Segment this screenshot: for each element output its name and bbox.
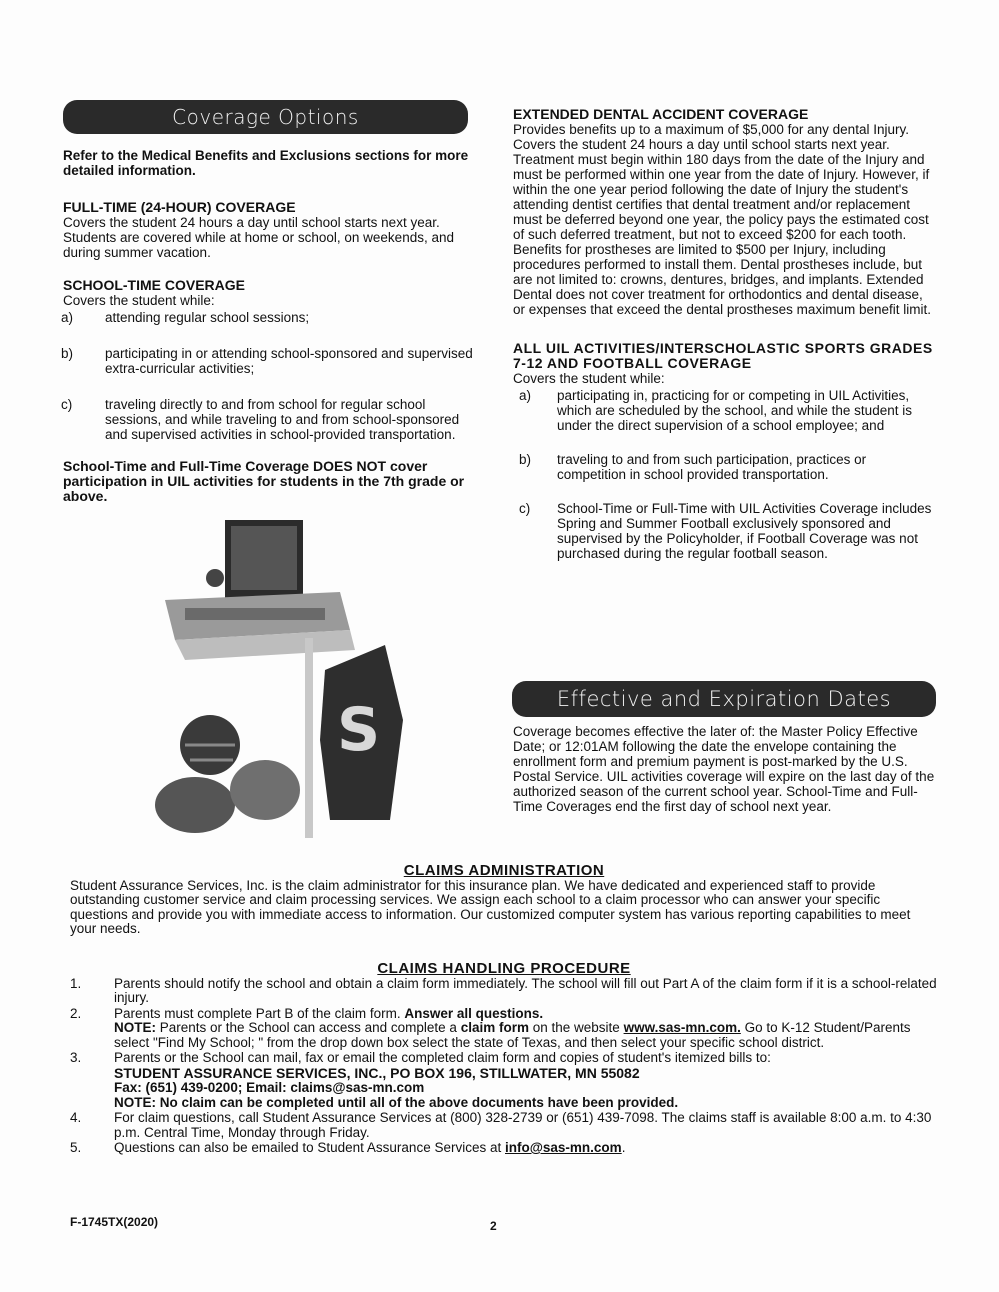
- email-link[interactable]: info@sas-mn.com: [505, 1140, 622, 1155]
- list-marker: b): [519, 452, 532, 467]
- ball-icon: [206, 569, 224, 587]
- coverage-options-column: [63, 100, 473, 504]
- claims-steps: [70, 977, 938, 1156]
- claims-admin-heading: CLAIMS ADMINISTRATION: [403, 862, 605, 879]
- uil-intro: Covers the student while:: [513, 371, 665, 386]
- list-marker: c): [61, 397, 73, 412]
- uil-list: [513, 388, 937, 561]
- note-text: on the website: [532, 1020, 620, 1035]
- fax-email: Fax: (651) 439-0200; Email: claims@sas-mn.com: [114, 1080, 425, 1095]
- step-item: [70, 1111, 938, 1140]
- list-item: [513, 388, 937, 433]
- note-text: Parents or the School can access and complete a: [159, 1020, 457, 1035]
- note-emphasis: claim form: [460, 1020, 529, 1035]
- dental-heading: EXTENDED DENTAL ACCIDENT COVERAGE: [513, 106, 809, 122]
- effective-dates-title: Effective and Expiration Dates: [512, 681, 936, 717]
- list-item: [63, 346, 473, 376]
- website-link[interactable]: www.sas-mn.com.: [623, 1020, 741, 1035]
- list-item: [63, 397, 473, 442]
- right-column: [513, 107, 937, 578]
- sports-equipment-photo: [155, 520, 405, 838]
- coverage-options-title: Coverage Options: [63, 100, 468, 134]
- keyboard: [185, 608, 325, 620]
- step-item: [70, 1007, 938, 1051]
- claims-admin-text: Student Assurance Services, Inc. is the claim administrator for this insurance plan. We have dedicated and experienced staff to provide outstanding customer service and claim processing services. We assign each school to a claim processor who can answer your specific questions and provide you with immediate access to information. Our customized computer system has various reporting capabilities to meet your needs.: [70, 877, 911, 936]
- bag: [230, 760, 300, 820]
- step-item: [70, 1141, 938, 1156]
- step-number: 2.: [70, 1005, 82, 1021]
- effective-section: [513, 724, 937, 814]
- step-item: [70, 977, 938, 1006]
- step-text-end: .: [621, 1140, 626, 1155]
- list-item-text: traveling directly to and from school for regular school sessions, and while traveling to and from school-sponsored and supervised activities in school-provided transportation.: [105, 397, 460, 442]
- list-item: [513, 501, 937, 561]
- list-marker: a): [61, 310, 74, 325]
- list-item: [513, 452, 937, 482]
- full-time-heading: FULL-TIME (24-HOUR) COVERAGE: [63, 199, 296, 215]
- claims-administration: [70, 864, 938, 937]
- bat: [305, 638, 313, 838]
- step-text: Questions can also be emailed to Student Assurance Services at: [114, 1140, 502, 1155]
- mailing-address: STUDENT ASSURANCE SERVICES, INC., PO BOX 196, STILLWATER, MN 55082: [114, 1064, 640, 1081]
- dental-text: Provides benefits up to a maximum of $5,000 for any dental Injury. Covers the student 24 hours a day until school starts next year. Treatment must begin within 180 days from the date of the Injury and must be performed within one year from the date of Injury. However, if within the one year period following the date of Injury the student's attending dentist certifies that dental treatment and/or replacement must be deferred beyond one year, the policy pays the estimated cost of such deferred treatment, but not to exceed $200 for each tooth. Benefits for prostheses are limited to $500 per Injury, including procedures performed to install them. Dental prostheses include, but are not limited to: crowns, dentures, bridges, and implants. Extended Dental does not cover treatment for orthodontics and dental disease, or expenses that exceed the dental prostheses maximum benefit limit.: [513, 122, 931, 317]
- step-number: 1.: [70, 975, 82, 991]
- step-number: 5.: [70, 1140, 82, 1155]
- form-id: F-1745TX(2020): [70, 1215, 159, 1229]
- effective-text: Coverage becomes effective the later of: the Master Policy Effective Date; or 12:01AM following the date the envelope containing the enrollment form and premium payment is post-marked by the U.S. Postal Service. UIL activities coverage will expire on the last day of the authorized season of the current school year. School-Time and Full-Time Coverages end the first day of school next year.: [513, 724, 935, 814]
- note-text: No claim can be completed until all of the above documents have been provided.: [159, 1094, 679, 1110]
- uil-heading: ALL UIL ACTIVITIES/INTERSCHOLASTIC SPORTS GRADES 7-12 AND FOOTBALL COVERAGE: [513, 340, 933, 371]
- step-number: 3.: [70, 1050, 82, 1065]
- school-time-intro: Covers the student while:: [63, 293, 215, 308]
- page-number: 2: [490, 1219, 497, 1233]
- note-label: NOTE:: [114, 1020, 156, 1035]
- list-item-text: participating in, practicing for or competing in UIL Activities, which are scheduled by the school, and while the student is under the direct supervision of a school employee; and: [557, 388, 912, 433]
- baseball-glove: [155, 777, 235, 833]
- list-item-text: School-Time or Full-Time with UIL Activities Coverage includes Spring and Summer Football exclusively sponsored and supervised by the Policyholder, if Football Coverage was not purchased during the regular football season.: [557, 501, 932, 561]
- not-cover-note: School-Time and Full-Time Coverage DOES NOT cover participation in UIL activities for students in the 7th grade or above.: [63, 458, 465, 504]
- list-marker: b): [61, 346, 74, 361]
- jacket-letter-s-icon: S: [337, 695, 381, 765]
- list-item-text: participating in or attending school-sponsored and supervised extra-curricular activities;: [105, 346, 473, 376]
- step-text: Parents or the School can mail, fax or email the completed claim form and copies of student's itemized bills to:: [114, 1050, 771, 1065]
- list-item-text: traveling to and from such participation, practices or competition in school provided transportation.: [557, 452, 867, 482]
- list-marker: a): [519, 388, 532, 403]
- claims-procedure: [70, 962, 938, 1157]
- full-time-text: Covers the student 24 hours a day until school starts next year. Students are covered while at home or school, on weekends, and during summer vacation.: [63, 215, 454, 260]
- refer-note: Refer to the Medical Benefits and Exclusions sections for more detailed information.: [63, 148, 469, 178]
- list-marker: c): [519, 501, 531, 516]
- note-text: Go to K-12 Student/Parents select "Find My School; " from the drop down box select the state of Texas, and then select your specific school district.: [114, 1020, 911, 1050]
- step-text: For claim questions, call Student Assurance Services at (800) 328-2739 or (651) 439-7098. The claims staff is available 8:00 a.m. to 4:30 p.m. Central Time, Monday through Friday.: [114, 1110, 932, 1140]
- step-text: Parents must complete Part B of the claim form.: [114, 1005, 401, 1021]
- claims-procedure-heading: CLAIMS HANDLING PROCEDURE: [377, 960, 631, 977]
- list-item: [63, 310, 473, 325]
- school-time-heading: SCHOOL-TIME COVERAGE: [63, 277, 246, 293]
- school-time-list: [63, 310, 473, 442]
- step-number: 4.: [70, 1110, 82, 1125]
- note-label: NOTE:: [114, 1094, 156, 1110]
- step-item: [70, 1051, 938, 1110]
- list-item-text: attending regular school sessions;: [105, 310, 310, 325]
- monitor-display: [231, 526, 297, 590]
- step-emphasis: Answer all questions.: [404, 1005, 544, 1021]
- step-text: Parents should notify the school and obtain a claim form immediately. The school will fill out Part A of the claim form if it is a school-related injury.: [114, 975, 937, 1005]
